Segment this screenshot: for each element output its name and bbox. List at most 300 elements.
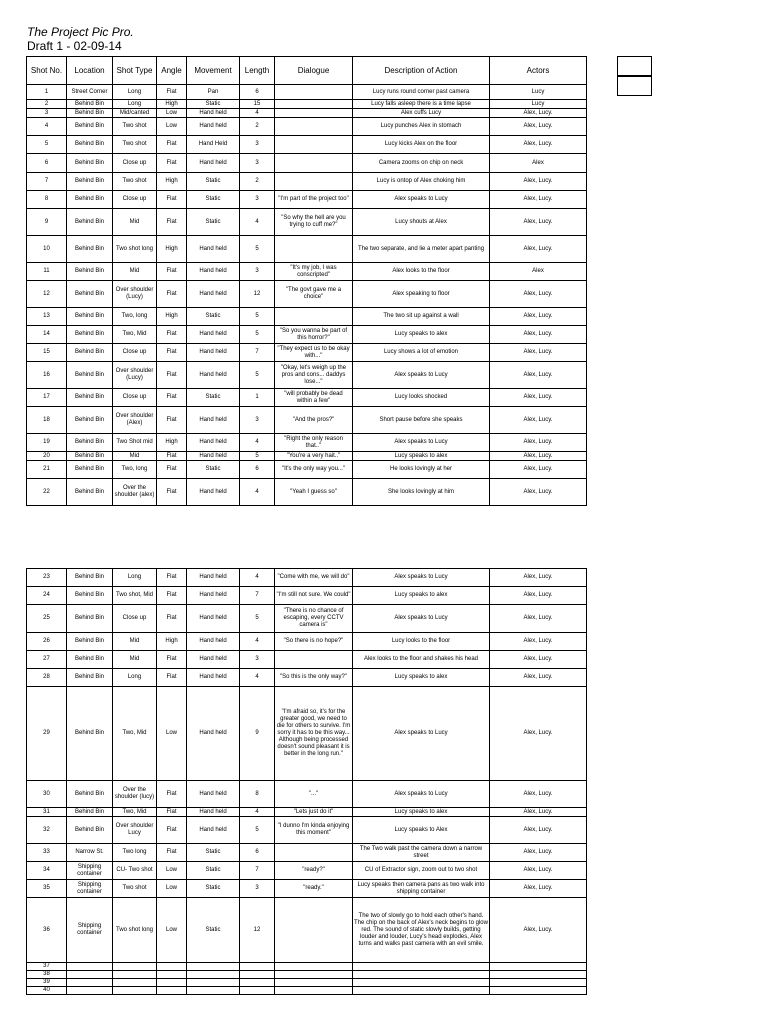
shot-no-cell: 1	[27, 85, 67, 100]
actors-cell: Alex, Lucy.	[490, 862, 587, 880]
description-cell: The two separate, and lie a meter apart panting	[353, 236, 490, 263]
angle-cell: Flat	[157, 817, 187, 844]
dialogue-cell: "So why the hell are you trying to cuff me?"	[275, 209, 353, 236]
actors-cell: Alex, Lucy.	[490, 109, 587, 118]
length-cell: 5	[240, 236, 275, 263]
shot-type-cell	[113, 971, 157, 979]
dialogue-cell: "So there is no hope?"	[275, 633, 353, 651]
actors-cell: Alex, Lucy.	[490, 479, 587, 506]
shot-type-cell: Close up	[113, 344, 157, 362]
shot-type-cell: Two shot	[113, 136, 157, 154]
movement-cell: Hand held	[187, 808, 240, 817]
table-row	[27, 281, 587, 308]
shot-type-cell: Mid	[113, 209, 157, 236]
length-cell: 4	[240, 434, 275, 452]
dialogue-cell: "It's my job, I was conscripted"	[275, 263, 353, 281]
movement-cell: Static	[187, 100, 240, 109]
shot-type-cell: Long	[113, 669, 157, 687]
length-cell: 6	[240, 461, 275, 479]
dialogue-cell: "I'm part of the project too"	[275, 191, 353, 209]
location-cell: Behind Bin	[67, 191, 113, 209]
table-row	[27, 452, 587, 461]
location-cell: Behind Bin	[67, 173, 113, 191]
shot-type-cell: Two shot	[113, 173, 157, 191]
col-header-location: Location	[67, 57, 113, 85]
side-box-top	[617, 56, 652, 76]
location-cell: Street Corner	[67, 85, 113, 100]
location-cell: Behind Bin	[67, 669, 113, 687]
shot-no-cell: 37	[27, 963, 67, 971]
length-cell: 3	[240, 263, 275, 281]
location-cell: Behind Bin	[67, 479, 113, 506]
dialogue-cell	[275, 979, 353, 987]
table-row	[27, 109, 587, 118]
shot-no-cell: 17	[27, 389, 67, 407]
shot-no-cell: 7	[27, 173, 67, 191]
angle-cell: Flat	[157, 808, 187, 817]
angle-cell: Flat	[157, 651, 187, 669]
angle-cell: Flat	[157, 136, 187, 154]
length-cell	[240, 963, 275, 971]
description-cell: Lucy looks shocked	[353, 389, 490, 407]
actors-cell: Lucy	[490, 85, 587, 100]
shot-no-cell: 18	[27, 407, 67, 434]
description-cell: Lucy speaks to alex	[353, 808, 490, 817]
dialogue-cell: "So this is the only way?"	[275, 669, 353, 687]
draft-date: Draft 1 - 02-09-14	[27, 39, 122, 53]
length-cell: 6	[240, 844, 275, 862]
actors-cell: Alex, Lucy.	[490, 344, 587, 362]
length-cell: 4	[240, 669, 275, 687]
description-cell: Lucy speaks to alex	[353, 452, 490, 461]
table-row	[27, 191, 587, 209]
length-cell: 3	[240, 191, 275, 209]
location-cell: Behind Bin	[67, 633, 113, 651]
location-cell: Behind Bin	[67, 781, 113, 808]
movement-cell: Pan	[187, 85, 240, 100]
dialogue-cell	[275, 85, 353, 100]
description-cell: Alex speaking to floor	[353, 281, 490, 308]
dialogue-cell	[275, 236, 353, 263]
shot-no-cell: 21	[27, 461, 67, 479]
table-row	[27, 85, 587, 100]
dialogue-cell	[275, 136, 353, 154]
shot-type-cell: Over shoulder (Lucy)	[113, 281, 157, 308]
dialogue-cell	[275, 963, 353, 971]
length-cell: 3	[240, 880, 275, 898]
shot-type-cell: Two shot long	[113, 898, 157, 963]
shot-list-table-page2	[26, 568, 587, 995]
length-cell: 5	[240, 362, 275, 389]
table-row	[27, 236, 587, 263]
length-cell: 5	[240, 308, 275, 326]
movement-cell: Hand held	[187, 452, 240, 461]
col-header-angle: Angle	[157, 57, 187, 85]
actors-cell	[490, 971, 587, 979]
description-cell: She looks lovingly at him	[353, 479, 490, 506]
angle-cell: Flat	[157, 85, 187, 100]
shot-type-cell: Long	[113, 100, 157, 109]
table-row	[27, 781, 587, 808]
shot-no-cell: 29	[27, 687, 67, 781]
dialogue-cell: "They expect us to be okay with..."	[275, 344, 353, 362]
dialogue-cell: "There is no chance of escaping, every CCTV camera is"	[275, 605, 353, 633]
length-cell	[240, 971, 275, 979]
description-cell: CU of Extractor sign, zoom out to two shot	[353, 862, 490, 880]
actors-cell: Alex, Lucy.	[490, 362, 587, 389]
shot-type-cell	[113, 979, 157, 987]
shot-no-cell: 20	[27, 452, 67, 461]
location-cell: Behind Bin	[67, 209, 113, 236]
actors-cell: Alex, Lucy.	[490, 389, 587, 407]
dialogue-cell: "Right the only reason that.."	[275, 434, 353, 452]
description-cell: Lucy shows a lot of emotion	[353, 344, 490, 362]
movement-cell	[187, 987, 240, 995]
description-cell: Camera zooms on chip on neck	[353, 154, 490, 173]
description-cell: Lucy looks to the floor	[353, 633, 490, 651]
movement-cell: Hand held	[187, 605, 240, 633]
angle-cell	[157, 979, 187, 987]
length-cell: 12	[240, 281, 275, 308]
length-cell	[240, 979, 275, 987]
description-cell	[353, 971, 490, 979]
table-row	[27, 344, 587, 362]
dialogue-cell	[275, 173, 353, 191]
length-cell: 9	[240, 687, 275, 781]
shot-type-cell: Two shot, Mid	[113, 587, 157, 605]
col-header-length: Length	[240, 57, 275, 85]
description-cell: Alex speaks to Lucy	[353, 687, 490, 781]
shot-type-cell: Mid/canted	[113, 109, 157, 118]
shot-no-cell: 14	[27, 326, 67, 344]
table-row	[27, 898, 587, 963]
table-row	[27, 880, 587, 898]
actors-cell	[490, 979, 587, 987]
location-cell: Shipping container	[67, 880, 113, 898]
angle-cell: Flat	[157, 154, 187, 173]
actors-cell: Alex, Lucy.	[490, 898, 587, 963]
movement-cell: Static	[187, 389, 240, 407]
table-row	[27, 389, 587, 407]
shot-no-cell: 30	[27, 781, 67, 808]
description-cell	[353, 987, 490, 995]
dialogue-cell	[275, 651, 353, 669]
location-cell: Behind Bin	[67, 281, 113, 308]
shot-type-cell: Mid	[113, 452, 157, 461]
location-cell: Shipping container	[67, 898, 113, 963]
col-header-actors: Actors	[490, 57, 587, 85]
location-cell: Behind Bin	[67, 236, 113, 263]
dialogue-cell: "It's the only way you..."	[275, 461, 353, 479]
movement-cell: Hand held	[187, 362, 240, 389]
table-row	[27, 209, 587, 236]
movement-cell: Static	[187, 461, 240, 479]
table-row	[27, 308, 587, 326]
shot-no-cell: 2	[27, 100, 67, 109]
description-cell: He looks lovingly at her	[353, 461, 490, 479]
shot-type-cell: Two long	[113, 844, 157, 862]
dialogue-cell: "will probably be dead within a few"	[275, 389, 353, 407]
angle-cell: High	[157, 633, 187, 651]
dialogue-cell: "I'm still not sure. We could"	[275, 587, 353, 605]
shot-list-table-page1	[26, 56, 587, 506]
length-cell: 5	[240, 452, 275, 461]
movement-cell: Hand held	[187, 687, 240, 781]
shot-type-cell: Two, Mid	[113, 326, 157, 344]
length-cell: 2	[240, 118, 275, 136]
location-cell: Behind Bin	[67, 569, 113, 587]
table-row	[27, 633, 587, 651]
location-cell: Behind Bin	[67, 136, 113, 154]
table-row	[27, 963, 587, 971]
table-row	[27, 136, 587, 154]
actors-cell: Alex, Lucy.	[490, 781, 587, 808]
shot-type-cell: Over shoulder (Lucy)	[113, 362, 157, 389]
dialogue-cell: "Okay, let's weigh up the pros and cons... daddys lose..."	[275, 362, 353, 389]
shot-no-cell: 15	[27, 344, 67, 362]
dialogue-cell: "I dunno I'm kinda enjoying this moment"	[275, 817, 353, 844]
description-cell	[353, 963, 490, 971]
table-row	[27, 605, 587, 633]
description-cell: Lucy speaks to alex	[353, 669, 490, 687]
shot-no-cell: 9	[27, 209, 67, 236]
actors-cell: Alex, Lucy.	[490, 326, 587, 344]
actors-cell: Alex, Lucy.	[490, 669, 587, 687]
actors-cell: Alex	[490, 263, 587, 281]
length-cell: 4	[240, 633, 275, 651]
table-row	[27, 362, 587, 389]
actors-cell: Alex, Lucy.	[490, 281, 587, 308]
dialogue-cell: "ready."	[275, 880, 353, 898]
movement-cell: Hand held	[187, 344, 240, 362]
angle-cell	[157, 971, 187, 979]
description-cell: Lucy speaks then camera pans as two walk into shipping container	[353, 880, 490, 898]
angle-cell: High	[157, 173, 187, 191]
col-header-description: Description of Action	[353, 57, 490, 85]
dialogue-cell: "Yeah I guess so"	[275, 479, 353, 506]
actors-cell: Alex, Lucy.	[490, 587, 587, 605]
shot-no-cell: 8	[27, 191, 67, 209]
movement-cell: Hand held	[187, 434, 240, 452]
table-row	[27, 862, 587, 880]
movement-cell: Static	[187, 308, 240, 326]
movement-cell: Static	[187, 209, 240, 236]
location-cell: Behind Bin	[67, 605, 113, 633]
angle-cell: Flat	[157, 344, 187, 362]
dialogue-cell: "So you wanna be part of this horror?"	[275, 326, 353, 344]
length-cell: 7	[240, 587, 275, 605]
shot-no-cell: 10	[27, 236, 67, 263]
dialogue-cell: "The govt gave me a choice"	[275, 281, 353, 308]
shot-no-cell: 27	[27, 651, 67, 669]
location-cell: Narrow St.	[67, 844, 113, 862]
length-cell: 7	[240, 862, 275, 880]
angle-cell: Flat	[157, 326, 187, 344]
location-cell: Behind Bin	[67, 344, 113, 362]
description-cell: The two of slowly go to hold each other's hand. The chip on the back of Alex's neck begins to glow red. The sound of static slowly builds, getting louder and louder, Lucy's head explodes, Alex turns and walks past camera with an evil smile.	[353, 898, 490, 963]
location-cell: Behind Bin	[67, 100, 113, 109]
dialogue-cell: "And the pros?"	[275, 407, 353, 434]
shot-type-cell: Two, long	[113, 308, 157, 326]
movement-cell: Static	[187, 862, 240, 880]
location-cell: Behind Bin	[67, 308, 113, 326]
actors-cell: Alex, Lucy.	[490, 308, 587, 326]
shot-no-cell: 32	[27, 817, 67, 844]
movement-cell: Hand held	[187, 407, 240, 434]
dialogue-cell	[275, 109, 353, 118]
movement-cell: Hand held	[187, 479, 240, 506]
actors-cell: Lucy	[490, 100, 587, 109]
length-cell: 6	[240, 85, 275, 100]
shot-no-cell: 38	[27, 971, 67, 979]
shot-type-cell: Two, Mid	[113, 687, 157, 781]
table-row	[27, 817, 587, 844]
movement-cell: Hand held	[187, 669, 240, 687]
table-row	[27, 118, 587, 136]
length-cell: 1	[240, 389, 275, 407]
shot-type-cell: Over the shoulder (lucy)	[113, 781, 157, 808]
angle-cell: Flat	[157, 461, 187, 479]
shot-no-cell: 4	[27, 118, 67, 136]
shot-type-cell: Mid	[113, 651, 157, 669]
table-row	[27, 154, 587, 173]
location-cell: Behind Bin	[67, 651, 113, 669]
dialogue-cell	[275, 118, 353, 136]
angle-cell: Flat	[157, 569, 187, 587]
actors-cell: Alex, Lucy.	[490, 569, 587, 587]
movement-cell: Hand held	[187, 109, 240, 118]
table-row	[27, 407, 587, 434]
angle-cell: High	[157, 434, 187, 452]
length-cell: 3	[240, 154, 275, 173]
actors-cell: Alex, Lucy.	[490, 209, 587, 236]
actors-cell: Alex, Lucy.	[490, 880, 587, 898]
shot-no-cell: 34	[27, 862, 67, 880]
document-title: The Project Pic Pro.	[27, 25, 134, 39]
movement-cell: Hand held	[187, 651, 240, 669]
length-cell: 4	[240, 109, 275, 118]
table-row	[27, 173, 587, 191]
table-row	[27, 979, 587, 987]
description-cell: Lucy kicks Alex on the floor	[353, 136, 490, 154]
length-cell: 4	[240, 808, 275, 817]
table-row	[27, 587, 587, 605]
movement-cell: Hand held	[187, 633, 240, 651]
angle-cell: Flat	[157, 263, 187, 281]
angle-cell: High	[157, 308, 187, 326]
shot-no-cell: 3	[27, 109, 67, 118]
dialogue-cell	[275, 987, 353, 995]
shot-type-cell: Close up	[113, 154, 157, 173]
shot-type-cell: Two shot	[113, 118, 157, 136]
shot-type-cell: Close up	[113, 191, 157, 209]
length-cell: 4	[240, 209, 275, 236]
shot-no-cell: 36	[27, 898, 67, 963]
actors-cell: Alex, Lucy.	[490, 118, 587, 136]
actors-cell: Alex, Lucy.	[490, 136, 587, 154]
actors-cell: Alex	[490, 154, 587, 173]
table-row	[27, 100, 587, 109]
description-cell: Alex speaks to Lucy	[353, 191, 490, 209]
location-cell: Behind Bin	[67, 452, 113, 461]
shot-type-cell	[113, 963, 157, 971]
header-row	[27, 57, 587, 85]
location-cell: Behind Bin	[67, 389, 113, 407]
table-row	[27, 971, 587, 979]
table-row	[27, 669, 587, 687]
dialogue-cell	[275, 844, 353, 862]
shot-type-cell: Close up	[113, 605, 157, 633]
movement-cell: Static	[187, 880, 240, 898]
dialogue-cell: "ready?"	[275, 862, 353, 880]
actors-cell: Alex, Lucy.	[490, 605, 587, 633]
description-cell	[353, 979, 490, 987]
shot-type-cell: Two Shot mid	[113, 434, 157, 452]
location-cell: Behind Bin	[67, 362, 113, 389]
col-header-shot-no: Shot No.	[27, 57, 67, 85]
length-cell: 3	[240, 651, 275, 669]
shot-type-cell: Mid	[113, 263, 157, 281]
shot-no-cell: 25	[27, 605, 67, 633]
movement-cell: Static	[187, 844, 240, 862]
shot-no-cell: 13	[27, 308, 67, 326]
angle-cell: High	[157, 100, 187, 109]
length-cell: 3	[240, 136, 275, 154]
location-cell: Behind Bin	[67, 687, 113, 781]
length-cell: 5	[240, 605, 275, 633]
description-cell: Lucy is ontop of Alex choking him	[353, 173, 490, 191]
dialogue-cell	[275, 154, 353, 173]
movement-cell: Hand held	[187, 781, 240, 808]
angle-cell: Low	[157, 880, 187, 898]
description-cell: Alex speaks to Lucy	[353, 569, 490, 587]
location-cell: Behind Bin	[67, 461, 113, 479]
dialogue-cell	[275, 971, 353, 979]
description-cell: Alex speaks to Lucy	[353, 434, 490, 452]
shot-type-cell: Two shot long	[113, 236, 157, 263]
dialogue-cell	[275, 308, 353, 326]
angle-cell: Low	[157, 118, 187, 136]
dialogue-cell	[275, 898, 353, 963]
shot-no-cell: 12	[27, 281, 67, 308]
movement-cell	[187, 971, 240, 979]
location-cell	[67, 979, 113, 987]
description-cell: Lucy runs round corner past camera	[353, 85, 490, 100]
description-cell: Lucy speaks to Alex	[353, 817, 490, 844]
length-cell	[240, 987, 275, 995]
description-cell: Lucy shouts at Alex	[353, 209, 490, 236]
dialogue-cell: "Come with me, we will do"	[275, 569, 353, 587]
table-row	[27, 844, 587, 862]
shot-type-cell: Over the shoulder (alex)	[113, 479, 157, 506]
actors-cell: Alex, Lucy.	[490, 808, 587, 817]
actors-cell: Alex, Lucy.	[490, 434, 587, 452]
table-row	[27, 987, 587, 995]
angle-cell: Flat	[157, 669, 187, 687]
shot-no-cell: 33	[27, 844, 67, 862]
table-row	[27, 461, 587, 479]
angle-cell: Low	[157, 862, 187, 880]
angle-cell: Flat	[157, 781, 187, 808]
angle-cell: Flat	[157, 389, 187, 407]
angle-cell: Flat	[157, 191, 187, 209]
angle-cell: Flat	[157, 407, 187, 434]
description-cell: Alex speaks to Lucy	[353, 781, 490, 808]
shot-no-cell: 22	[27, 479, 67, 506]
shot-type-cell: CU- Two shot	[113, 862, 157, 880]
shot-no-cell: 39	[27, 979, 67, 987]
actors-cell: Alex, Lucy.	[490, 173, 587, 191]
